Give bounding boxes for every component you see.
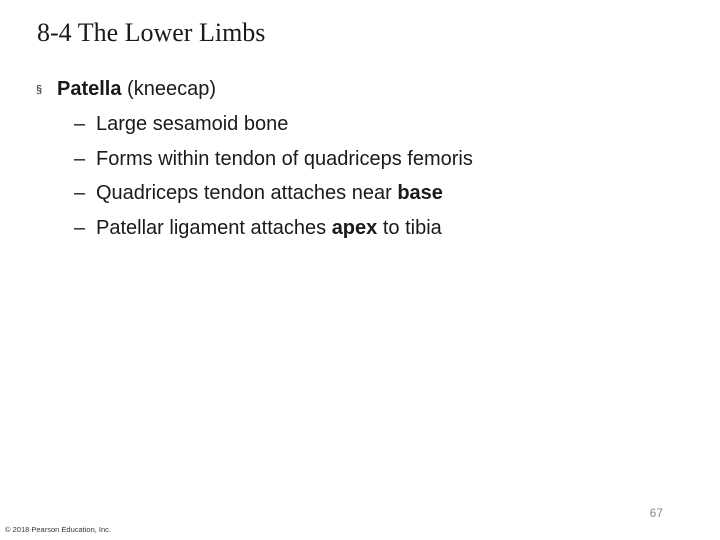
dash-marker: – (74, 182, 86, 204)
dash-marker: – (74, 147, 86, 170)
sub-bullet-text-part: Large sesamoid bone (96, 113, 289, 135)
sub-bullet-text-part: Quadriceps tendon attaches near (96, 182, 398, 204)
sub-bullet-item (36, 107, 680, 142)
page-number: 67 (649, 506, 663, 520)
sub-bullet-text-part: to tibia (377, 216, 442, 239)
sub-bullet-item (36, 211, 680, 246)
bullet-text (57, 74, 216, 104)
slide-content (36, 74, 680, 245)
sub-bullet-item (36, 176, 680, 211)
slide-title: 8-4 The Lower Limbs (37, 18, 266, 47)
sub-bullet-text (96, 142, 473, 177)
sub-bullet-bold-word: base (397, 182, 443, 204)
bullet-item-patella (36, 74, 680, 107)
sub-bullet-item (36, 142, 680, 177)
bullet-bold-text: Patella (57, 78, 122, 100)
copyright-notice: © 2018 Pearson Education, Inc. (5, 525, 112, 534)
dash-marker: – (74, 113, 86, 135)
sub-bullet-text (96, 176, 443, 211)
sub-bullet-text (96, 107, 288, 142)
sub-bullet-text-part: Forms within tendon of quadriceps femoris (96, 147, 473, 170)
bullet-rest-text: (kneecap) (121, 78, 216, 100)
sub-bullet-text (96, 211, 442, 246)
bullet-marker-icon: § (36, 84, 43, 96)
sub-bullet-bold-word: apex (331, 216, 378, 239)
dash-marker: – (74, 216, 86, 239)
sub-bullet-text-part: Patellar ligament attaches (96, 216, 332, 239)
